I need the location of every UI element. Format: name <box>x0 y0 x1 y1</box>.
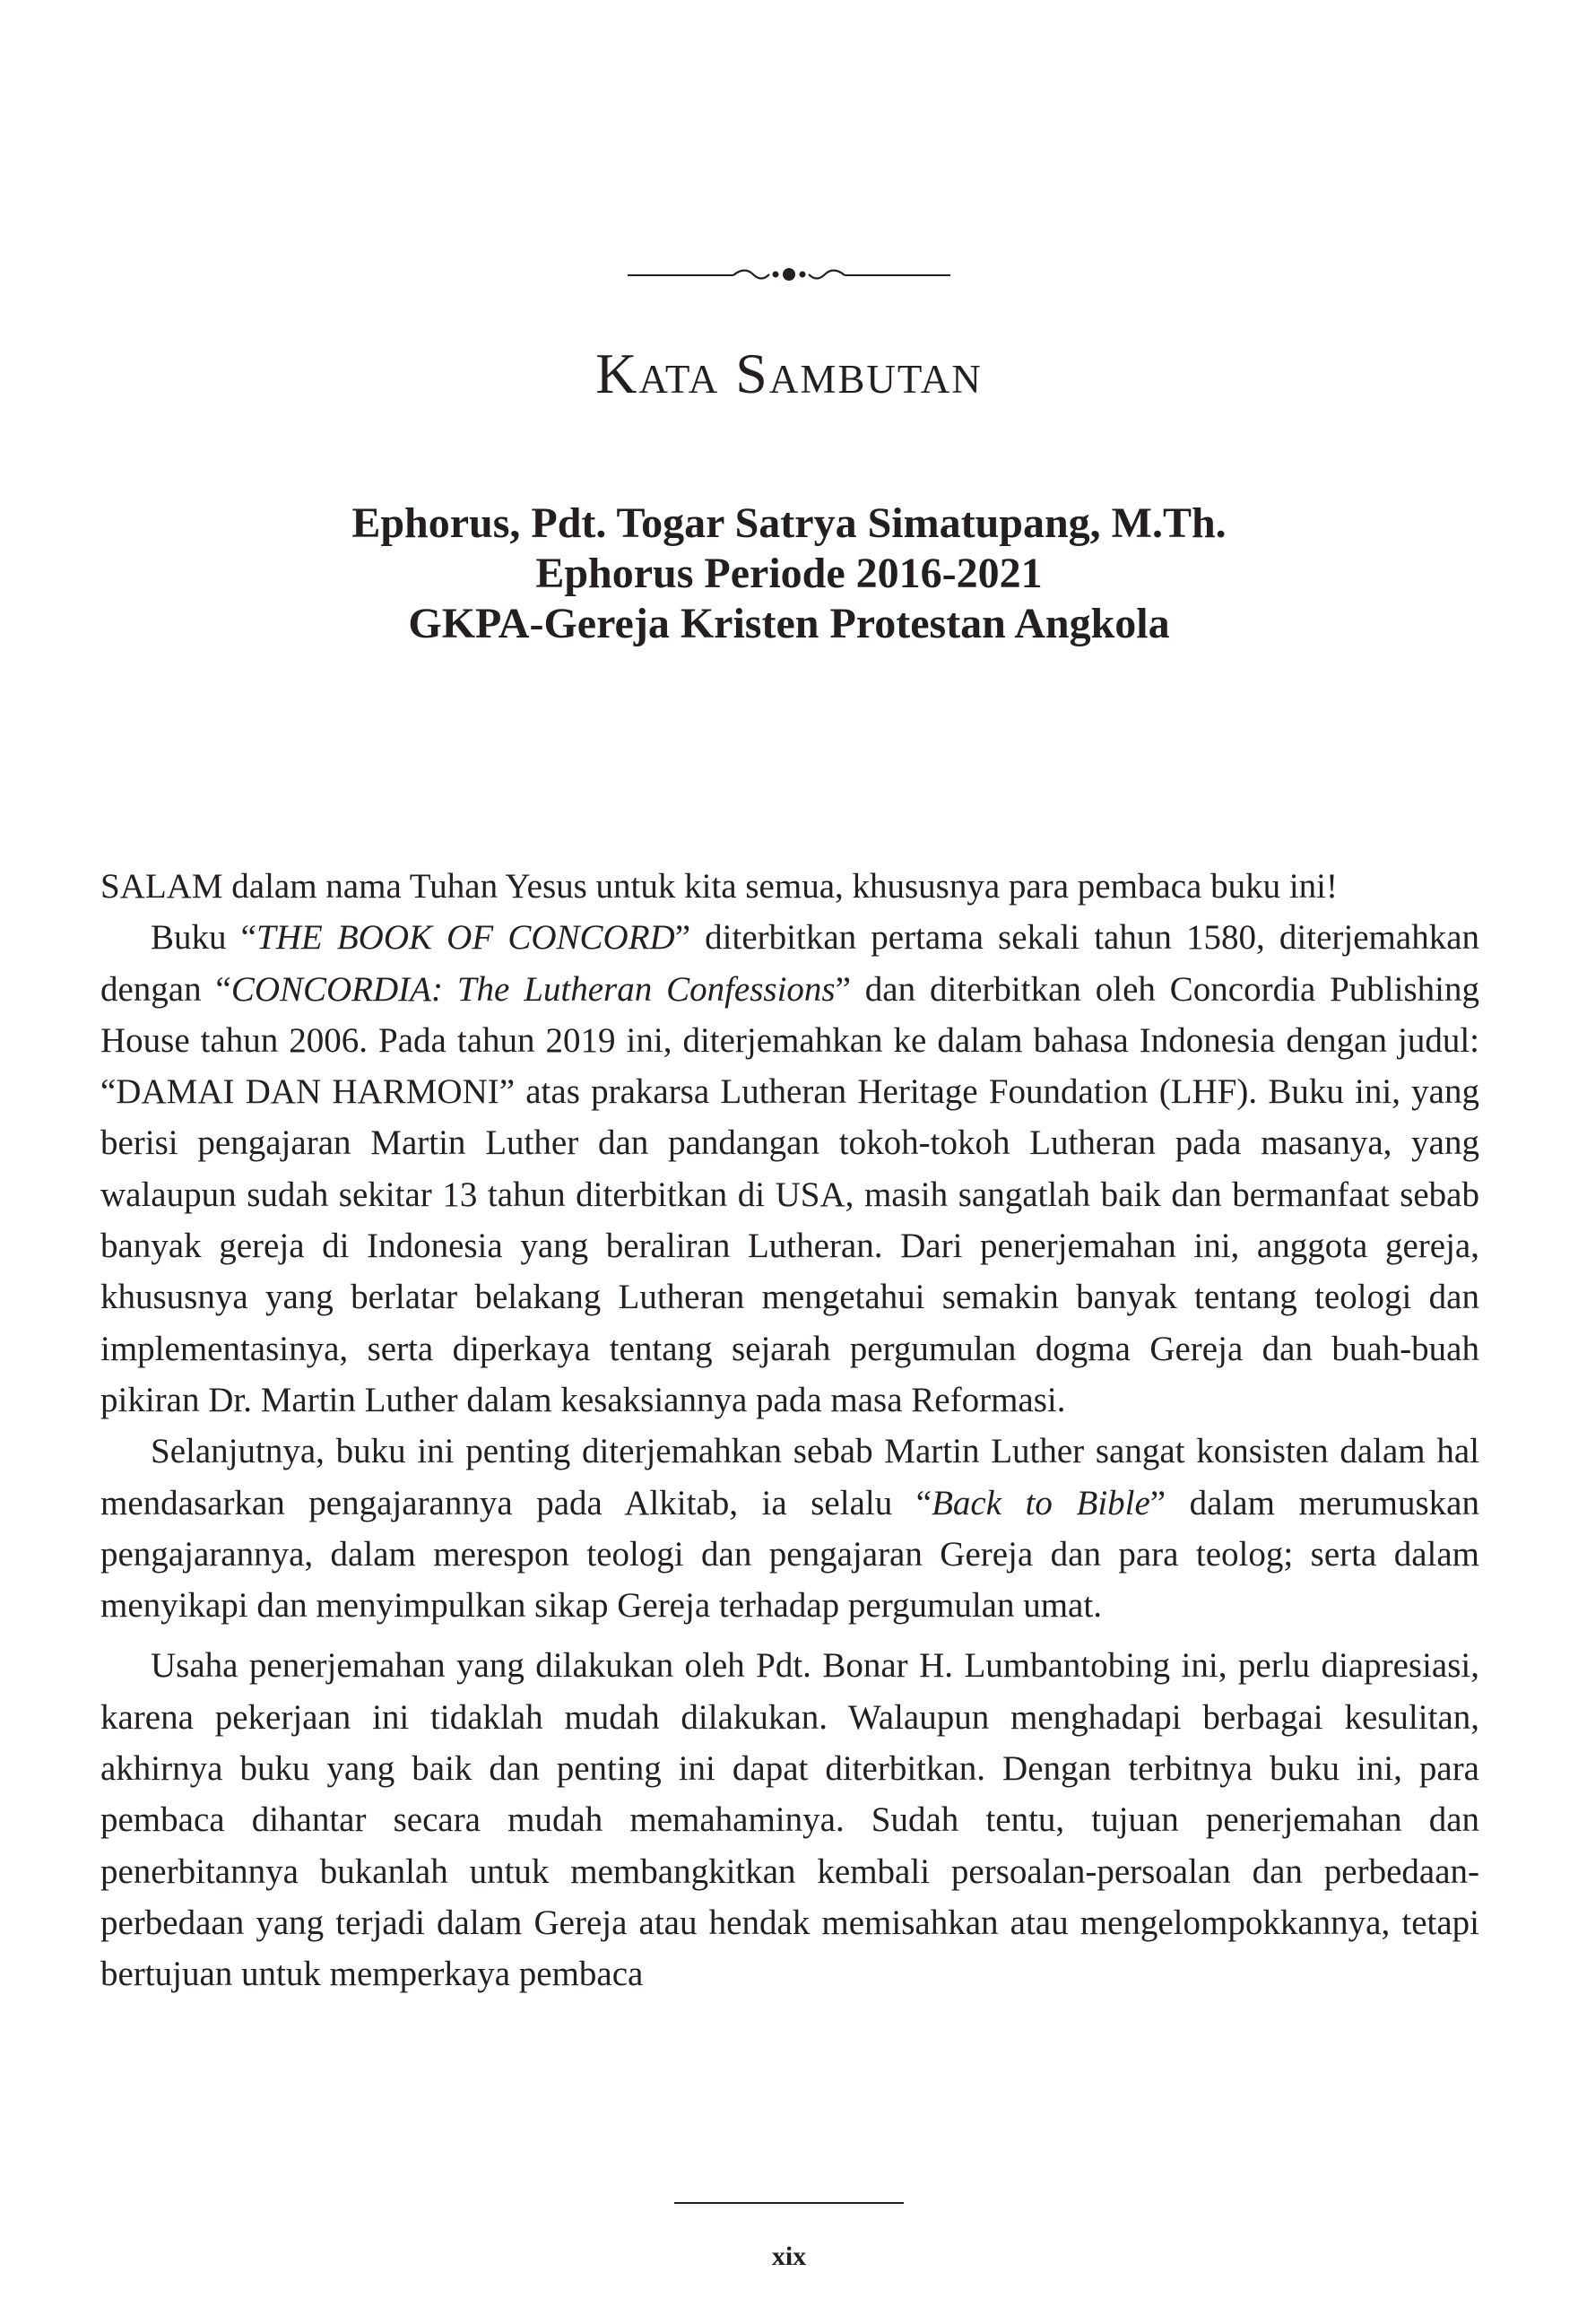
text-run: ” dan diterbitkan oleh Concordia Publishing House tahun 2006. Pada tahun 2019 ini, diterjemahkan ke dalam bahasa Indonesia dengan judul: “DAMAI DAN HARMONI” atas prakarsa Lutheran Heritage Foundation (LHF). Buku ini, yang berisi pengajaran Martin Luther dan pandangan tokoh-tokoh Lutheran pada masanya, yang walaupun sudah sekitar 13 tahun diterbitkan di USA, masih sangatlah baik dan bermanfaat sebab banyak gereja di Indonesia yang beraliran Lutheran. Dari penerjemahan ini, anggota gereja, khususnya yang berlatar belakang Lutheran mengetahui semakin banyak tentang teologi dan implementasinya, serta diperkaya tentang sejarah pergumulan dogma Gereja dan buah-buah pikiran Dr. Martin Luther dalam kesaksiannya pada masa Reformasi. <box>100 969 1479 1419</box>
author-block <box>0 499 1578 649</box>
text-run: Selanjutnya, buku ini penting diterjemahkan sebab Martin Luther sangat konsisten dalam hal mendasarkan pengajarannya pada Alkitab, ia selalu “ <box>100 1432 1479 1522</box>
italic-back-to-bible: Back to Bible <box>932 1483 1150 1522</box>
paragraph-greeting: SALAM dalam nama Tuhan Yesus untuk kita semua, khususnya para pembaca buku ini! <box>100 867 1339 906</box>
footer-rule <box>674 2202 904 2204</box>
author-period: Ephorus Periode 2016-2021 <box>535 550 1043 597</box>
body-text <box>100 861 1479 2000</box>
paragraph-translation-effort: Usaha penerjemahan yang dilakukan oleh Pdt. Bonar H. Lumbantobing ini, perlu diapresiasi, karena pekerjaan ini tidaklah mudah dilakukan. Walaupun menghadapi berbagai kesulitan, akhirnya buku yang baik dan penting ini dapat diterbitkan. Dengan terbitnya buku ini, para pembaca dihantar secara mudah memahaminya. Sudah tentu, tujuan penerjemahan dan penerbitannya bukanlah untuk membangkitkan kembali persoalan-persoalan dan perbedaan-perbedaan yang terjadi dalam Gereja atau hendak memisahkan atau mengelompokkannya, tetapi bertujuan untuk memperkaya pembaca <box>100 1646 1479 1994</box>
paragraph-luther-consistency <box>100 1426 1479 1631</box>
decorative-divider-icon <box>628 260 950 290</box>
author-church: GKPA-Gereja Kristen Protestan Angkola <box>408 600 1170 647</box>
author-name: Ephorus, Pdt. Togar Satrya Simatupang, M.Th. <box>351 499 1227 547</box>
italic-concordia-title: CONCORDIA: The Lutheran Confessions <box>230 969 836 1009</box>
text-run: ” dalam merumuskan pengajarannya, dalam merespon teologi dan pengajaran Gereja dan para teolog; serta dalam menyikapi dan menyimpulkan sikap Gereja terhadap pergumulan umat. <box>100 1483 1479 1626</box>
paragraph-book-history <box>100 912 1479 1426</box>
page-number: xix <box>771 2242 807 2271</box>
text-run: Buku “ <box>151 918 256 958</box>
text-run: ” diterbitkan pertama sekali tahun 1580, diterjemahkan dengan “ <box>100 918 1480 1009</box>
page-title: Kata Sambutan <box>595 342 983 405</box>
italic-book-title: THE BOOK OF CONCORD <box>256 918 675 958</box>
